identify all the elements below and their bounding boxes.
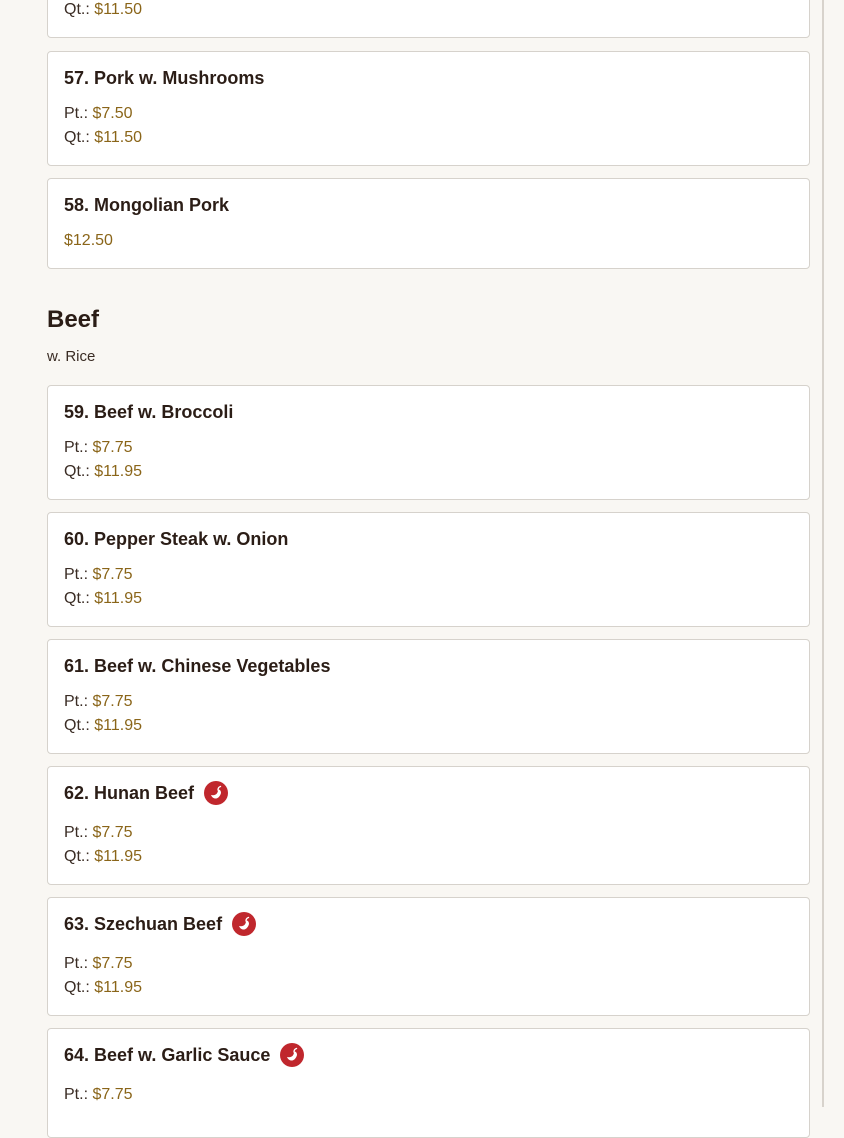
menu-item-name-row (64, 1043, 304, 1067)
menu-item-card-61[interactable] (47, 639, 810, 754)
pint-price: $7.75 (92, 566, 133, 583)
quart-price: $11.50 (94, 129, 142, 146)
item-price: $12.50 (64, 232, 113, 249)
quart-price: $11.95 (94, 979, 142, 996)
pint-price: $7.75 (92, 955, 133, 972)
menu-item-name: 64. Beef w. Garlic Sauce (64, 1044, 271, 1065)
menu-item-card-63[interactable] (47, 897, 810, 1016)
quart-price: $11.95 (94, 463, 142, 480)
menu-item-name: 59. Beef w. Broccoli (64, 402, 234, 422)
menu-item-name: 60. Pepper Steak w. Onion (64, 529, 289, 549)
quart-price: $11.50 (94, 1, 142, 18)
quart-price-line: Qt.: $11.95 (64, 979, 142, 996)
menu-item-card-59[interactable] (47, 385, 810, 500)
menu-item-card-64[interactable] (47, 1028, 810, 1138)
pint-price-line: Pt.: $7.75 (64, 955, 133, 972)
pint-price-line: Pt.: $7.75 (64, 824, 133, 841)
pint-price: $7.75 (92, 439, 133, 456)
quart-price-line: Qt.: $11.50 (64, 1, 142, 18)
menu-item-name-row (64, 912, 256, 936)
menu-item-name: 63. Szechuan Beef (64, 913, 223, 934)
section-subtitle: w. Rice (47, 348, 96, 365)
pint-price-line: Pt.: $7.75 (64, 1086, 133, 1103)
menu-item-name: 61. Beef w. Chinese Vegetables (64, 656, 331, 676)
quart-price-line: Qt.: $11.50 (64, 129, 142, 146)
quart-price: $11.95 (94, 717, 142, 734)
menu-item-card-60[interactable] (47, 512, 810, 627)
quart-price-line: Qt.: $11.95 (64, 717, 142, 734)
menu-item-card-58[interactable] (47, 178, 810, 269)
menu-item-name-row (64, 781, 228, 805)
section-title-beef: Beef (47, 306, 100, 333)
pint-price-line: Pt.: $7.75 (64, 693, 133, 710)
scrollbar-track[interactable] (822, 0, 824, 1107)
menu-item-card-56[interactable] (47, 0, 810, 38)
menu-item-name: 58. Mongolian Pork (64, 195, 230, 215)
quart-price: $11.95 (94, 848, 142, 865)
menu-item-card-62[interactable] (47, 766, 810, 885)
pint-price: $7.75 (92, 824, 133, 841)
chili-pepper-icon (232, 912, 256, 936)
chili-pepper-icon (204, 781, 228, 805)
menu-item-name: 62. Hunan Beef (64, 782, 195, 803)
pint-price-line: Pt.: $7.50 (64, 105, 133, 122)
quart-price-line: Qt.: $11.95 (64, 463, 142, 480)
menu-item-name: 57. Pork w. Mushrooms (64, 68, 265, 88)
pint-price: $7.75 (92, 1086, 133, 1103)
pint-price-line: Pt.: $7.75 (64, 566, 133, 583)
pint-price: $7.75 (92, 693, 133, 710)
menu-item-card-57[interactable] (47, 51, 810, 166)
pint-price: $7.50 (92, 105, 133, 122)
quart-price: $11.95 (94, 590, 142, 607)
quart-price-line: Qt.: $11.95 (64, 848, 142, 865)
quart-price-line: Qt.: $11.95 (64, 590, 142, 607)
chili-pepper-icon (280, 1043, 304, 1067)
price-line (64, 232, 113, 250)
pint-price-line: Pt.: $7.75 (64, 439, 133, 456)
